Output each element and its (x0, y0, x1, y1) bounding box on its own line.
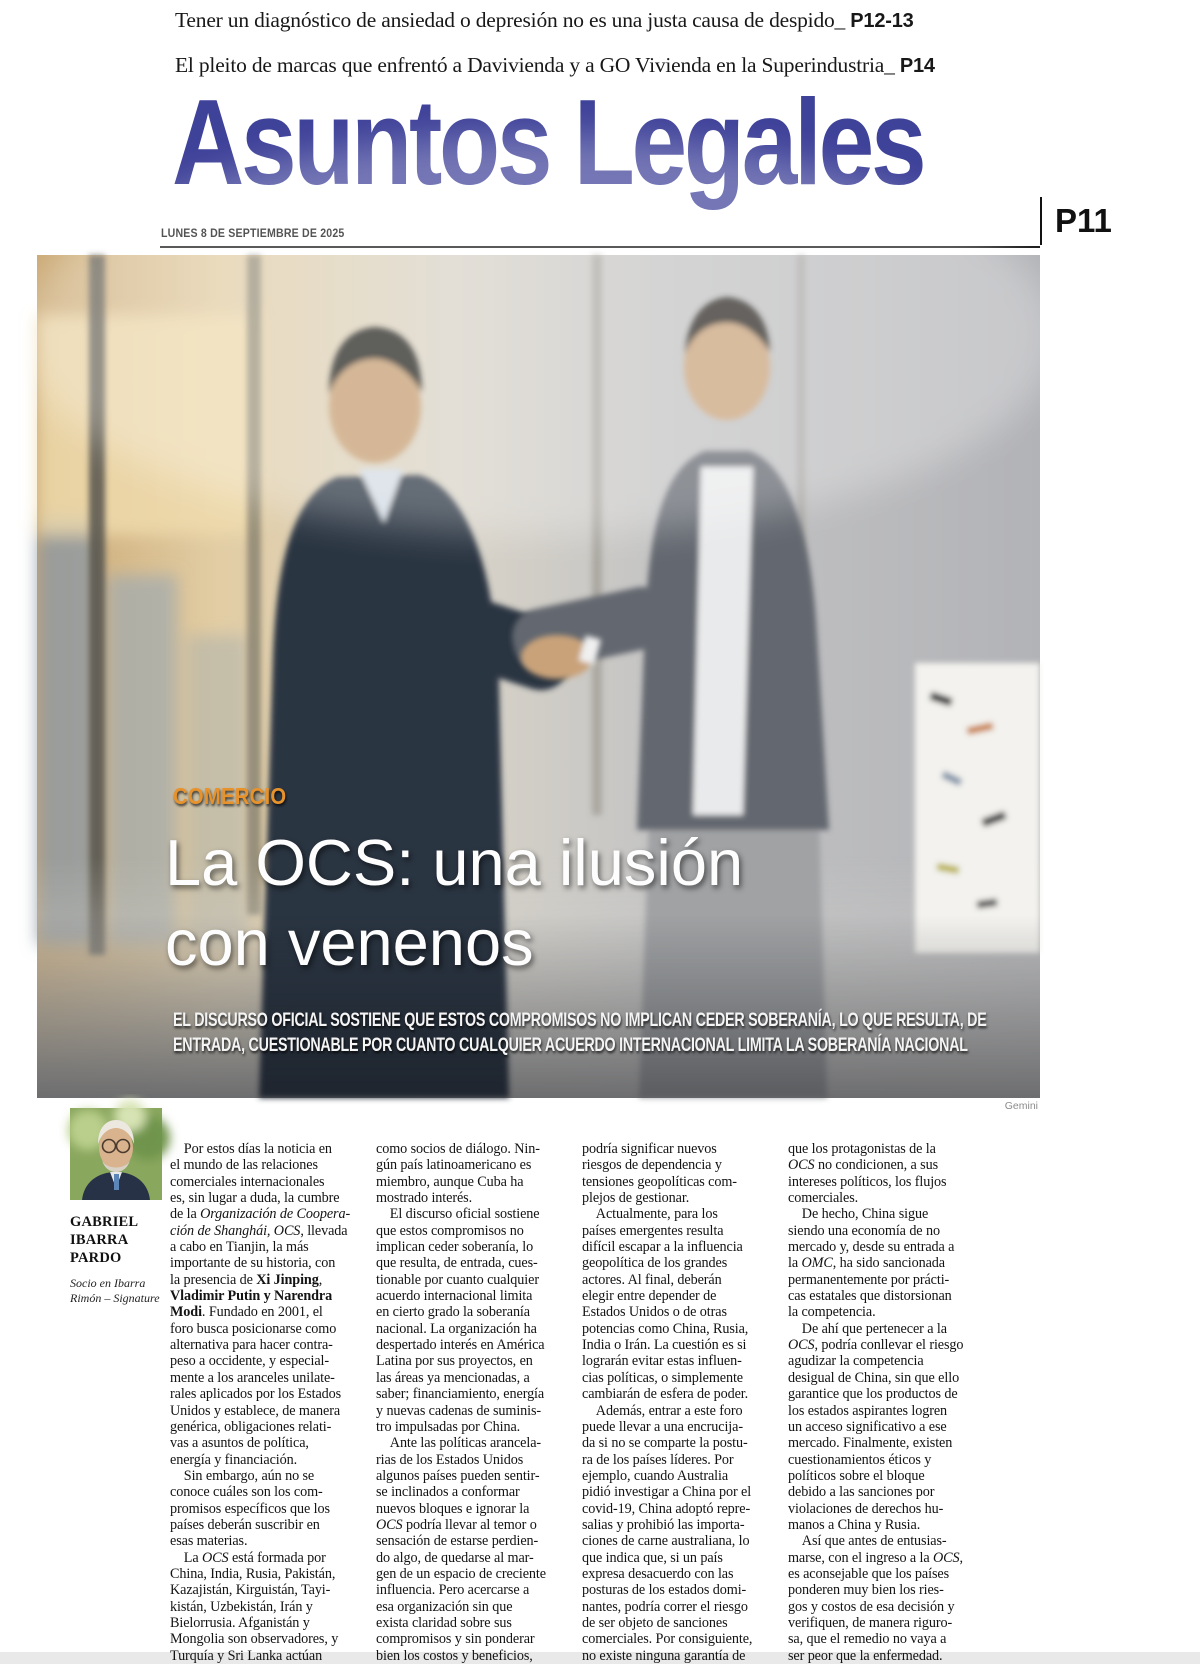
body-line: un acceso significativo a ese (788, 1418, 947, 1435)
body-line: conoce cuáles son los com- (170, 1484, 323, 1501)
body-line: posturas de los estados domi- (582, 1582, 747, 1599)
body-line: riesgos de dependencia y (582, 1157, 722, 1174)
body-line: vas a asuntos de política, (170, 1435, 309, 1452)
body-line: Mongolia son observadores, y (170, 1631, 339, 1648)
author-portrait-illustration (70, 1108, 162, 1200)
subhead-line-1: EL DISCURSO OFICIAL SOSTIENE QUE ESTOS COMPROMISOS NO IMPLICAN CEDER SOBERANÍA, LO QUE RESULTA, DE (173, 1010, 987, 1031)
body-line: intereses políticos, los flujos (788, 1173, 947, 1190)
headline-line-2: con venenos (165, 906, 534, 979)
article-body (170, 1141, 982, 1664)
body-line: que resulta, de entrada, cues- (376, 1255, 538, 1272)
body-line: garantice que los productos de (788, 1386, 958, 1403)
body-line: actores. Al final, deberán (582, 1271, 722, 1288)
body-line: India o Irán. La cuestión es si (582, 1337, 747, 1354)
body-line: sa, que el remedio no vaya a (788, 1631, 947, 1648)
body-line: compromisos y sin ponderar (376, 1631, 535, 1648)
body-line: mercado. Finalmente, existen (788, 1435, 953, 1452)
body-line: Modi. Fundado en 2001, el (170, 1304, 323, 1321)
body-line: OCS podría llevar al temor o (376, 1516, 537, 1533)
body-line: promisos específicos que los (170, 1500, 330, 1517)
body-line: rias de los Estados Unidos (376, 1451, 524, 1468)
body-line: comerciales internacionales (170, 1173, 325, 1190)
body-line: kistán, Uzbekistán, Irán y (170, 1598, 313, 1615)
body-line: que estos compromisos no (376, 1222, 524, 1239)
body-line: Ante las políticas arancela- (376, 1435, 542, 1452)
body-line: Kazajistán, Kirguistán, Tayi- (170, 1582, 331, 1599)
body-line: mostrado interés. (376, 1190, 473, 1207)
body-line: acuerdo internacional limita (376, 1288, 533, 1305)
body-line: ción de Shanghái, OCS, llevada (170, 1222, 348, 1239)
body-line: Por estos días la noticia en (170, 1141, 332, 1157)
body-line: rales aplicados por los Estados (170, 1386, 342, 1403)
body-line: gen de un espacio de creciente (376, 1565, 546, 1582)
body-line: gún país latinoamericano es (376, 1157, 532, 1174)
body-line: los estados aspirantes logren (788, 1402, 948, 1419)
body-line: elegir entre depender de (582, 1288, 717, 1305)
body-line: Turquía y Sri Lanka actúan (170, 1647, 323, 1664)
body-line: manos a China y Rusia. (788, 1516, 921, 1533)
body-line: De ahí que pertenecer a la (788, 1320, 947, 1337)
teaser-text: El pleito de marcas que enfrentó a Davivienda y a GO Vivienda en la Superindustria_ (175, 53, 900, 77)
teaser-text: Tener un diagnóstico de ansiedad o depresión no es una justa causa de despido_ (175, 8, 851, 32)
body-line: mercado y, desde su entrada a (788, 1239, 955, 1256)
body-line: energía y financiación. (170, 1451, 298, 1468)
body-line: la competencia. (788, 1304, 876, 1321)
body-column-2 (376, 1141, 570, 1664)
body-line: esa organización sin que (376, 1598, 513, 1615)
body-line: saber; financiamiento, energía (376, 1386, 545, 1403)
body-line: la presencia de Xi Jinping, (170, 1271, 323, 1288)
body-line: comerciales. (788, 1190, 859, 1207)
body-line: Sin embargo, aún no se (170, 1467, 315, 1484)
body-line: Además, entrar a este foro (582, 1402, 743, 1419)
body-line: ra de los países líderes. Por (582, 1451, 734, 1468)
body-line: De hecho, China sigue (788, 1206, 929, 1223)
body-line: expresa desacuerdo con las (582, 1565, 734, 1582)
body-line: a cabo en Tianjin, la más (170, 1239, 309, 1256)
body-column-4 (788, 1141, 982, 1664)
body-line: puede llevar a una encrucija- (582, 1418, 743, 1435)
body-line: marse, con el ingreso a la OCS, (788, 1549, 963, 1566)
dateline: LUNES 8 DE SEPTIEMBRE DE 2025 (161, 228, 345, 240)
author-headshot (70, 1108, 162, 1200)
body-line: desigual de China, sin que ello (788, 1369, 960, 1386)
body-line: políticos sobre el bloque (788, 1467, 925, 1484)
body-line: covid-19, China adoptó repre- (582, 1500, 751, 1517)
body-line: algunos países pueden sentir- (376, 1467, 540, 1484)
subhead-line-2: ENTRADA, CUESTIONABLE POR CUANTO CUALQUIER ACUERDO INTERNACIONAL LIMITA LA SOBERANÍA NACIONAL (173, 1035, 968, 1056)
body-line: bien los costos y beneficios, (376, 1647, 533, 1664)
article-headline (165, 823, 743, 983)
body-line: tensiones geopolíticas com- (582, 1173, 737, 1190)
body-line: es aconsejable que los países (788, 1565, 949, 1582)
body-line: sensación de estarse perdien- (376, 1533, 539, 1550)
body-line: cuestionamientos éticos y (788, 1451, 932, 1468)
body-line: Estados Unidos o de otras (582, 1304, 727, 1321)
body-line: La OCS está formada por (170, 1549, 326, 1566)
body-line: do algo, de quedarse al mar- (376, 1549, 534, 1566)
body-line: permanentemente por prácti- (788, 1271, 950, 1288)
body-line: Latina por sus proyectos, en (376, 1353, 533, 1370)
body-line: El discurso oficial sostiene (376, 1206, 540, 1223)
body-line: peso a occidente, y especial- (170, 1353, 329, 1370)
body-line: China, India, Rusia, Pakistán, (170, 1565, 336, 1582)
body-line: podría significar nuevos (582, 1141, 717, 1157)
body-line: Actualmente, para los (582, 1206, 718, 1223)
body-line: foro busca posicionarse como (170, 1320, 337, 1337)
body-line: las áreas ya mencionadas, a (376, 1369, 530, 1386)
teaser-top (175, 8, 914, 33)
hero-photo (37, 255, 1040, 1098)
body-line: agudizar la competencia (788, 1353, 924, 1370)
body-line: gos y costos de esa decisión y (788, 1598, 955, 1615)
body-line: importante de su historia, con (170, 1255, 336, 1272)
body-line: pidió investigar a China por el (582, 1484, 752, 1501)
body-line: debido a las sanciones por (788, 1484, 935, 1501)
body-column-3 (582, 1141, 776, 1664)
body-line: miembro, aunque Cuba ha (376, 1173, 524, 1190)
body-line: difícil escapar a la influencia (582, 1239, 743, 1256)
body-line: ponderen muy bien los ries- (788, 1582, 944, 1599)
body-line: plejos de gestionar. (582, 1190, 690, 1207)
body-line: ciones de carne australiana, lo (582, 1533, 750, 1550)
author-role-line1: Socio en Ibarra (70, 1276, 146, 1290)
body-line: OCS no condicionen, a sus (788, 1157, 939, 1174)
page-number: P11 (1040, 197, 1112, 245)
body-line: lograrán evitar estas influen- (582, 1353, 742, 1370)
author-name (70, 1213, 170, 1267)
body-line: y nuevas cadenas de suminis- (376, 1402, 542, 1419)
body-line: exista claridad sobre sus (376, 1614, 512, 1631)
body-line: influencia. Pero acercarse a (376, 1582, 530, 1599)
body-line: nantes, podría correr el riesgo (582, 1598, 748, 1615)
headline-line-1: La OCS: una ilusión (165, 826, 744, 899)
body-line: nacional. La organización ha (376, 1320, 537, 1337)
author-name-line2: IBARRA PARDO (70, 1232, 128, 1266)
body-line: mente a los aranceles unilate- (170, 1369, 335, 1386)
body-line: OCS, podría conllevar el riesgo (788, 1337, 964, 1354)
body-line: cas estatales que distorsionan (788, 1288, 952, 1305)
body-line: países deberán suscribir en (170, 1516, 320, 1533)
body-line: tionable por cuanto cualquier (376, 1271, 539, 1288)
body-line: países emergentes resulta (582, 1222, 724, 1239)
body-line: ejemplo, cuando Australia (582, 1467, 729, 1484)
body-line: Así que antes de entusias- (788, 1533, 947, 1550)
body-line: verifiquen, de manera riguro- (788, 1614, 953, 1631)
body-line: alternativa para hacer contra- (170, 1337, 333, 1354)
body-line: tro impulsadas por China. (376, 1418, 521, 1435)
body-line: de ser objeto de sanciones (582, 1614, 728, 1631)
section-kicker: COMERCIO (173, 783, 287, 809)
body-line: geopolítica de los grandes (582, 1255, 728, 1272)
photo-credit: Gemini (1004, 1100, 1038, 1112)
body-line: Vladimir Putin y Narendra (170, 1288, 333, 1305)
body-line: comerciales. Por consiguiente, (582, 1631, 753, 1648)
article-subhead (173, 1008, 987, 1058)
body-line: es, sin lugar a duda, la cumbre (170, 1190, 340, 1207)
body-line: que los protagonistas de la (788, 1141, 936, 1157)
author-byline (70, 1108, 170, 1306)
body-line: ser peor que la enfermedad. (788, 1647, 943, 1664)
teaser-page-ref: P12-13 (850, 10, 914, 32)
body-column-1 (170, 1141, 364, 1664)
body-line: como socios de diálogo. Nin- (376, 1141, 540, 1157)
body-line: no existe ninguna garantía de (582, 1647, 746, 1664)
body-line: salias y prohibió las importa- (582, 1516, 745, 1533)
body-line: cias políticas, o simplemente (582, 1369, 744, 1386)
body-line: Bielorrusia. Afganistán y (170, 1614, 310, 1631)
body-line: nuevos bloques e ignorar la (376, 1500, 530, 1517)
body-line: el mundo de las relaciones (170, 1157, 318, 1174)
body-line: Unidos y establece, de manera (170, 1402, 341, 1419)
author-name-line1: GABRIEL (70, 1214, 139, 1230)
body-line: siendo una economía de no (788, 1222, 940, 1239)
body-line: de la Organización de Coopera- (170, 1206, 351, 1223)
body-line: cambiarán de esfera de poder. (582, 1386, 749, 1403)
body-line: da si no se comparte la postu- (582, 1435, 748, 1452)
body-line: se inclinados a conformar (376, 1484, 520, 1501)
body-line: implican ceder soberanía, lo (376, 1239, 534, 1256)
body-line: potencias como China, Rusia, (582, 1320, 749, 1337)
body-line: violaciones de derechos hu- (788, 1500, 944, 1517)
author-role-line2: Rimón – Signature (70, 1291, 160, 1305)
body-line: en cierto grado la soberanía (376, 1304, 530, 1321)
body-line: que indica que, si un país (582, 1549, 723, 1566)
body-line: la OMC, ha sido sancionada (788, 1255, 945, 1272)
body-line: esas materias. (170, 1533, 248, 1550)
teaser-page-ref: P14 (899, 55, 935, 77)
author-role (70, 1276, 170, 1306)
masthead-title: Asuntos Legales (172, 74, 924, 210)
body-line: genérica, obligaciones relati- (170, 1418, 332, 1435)
body-line: despertado interés en América (376, 1337, 545, 1354)
